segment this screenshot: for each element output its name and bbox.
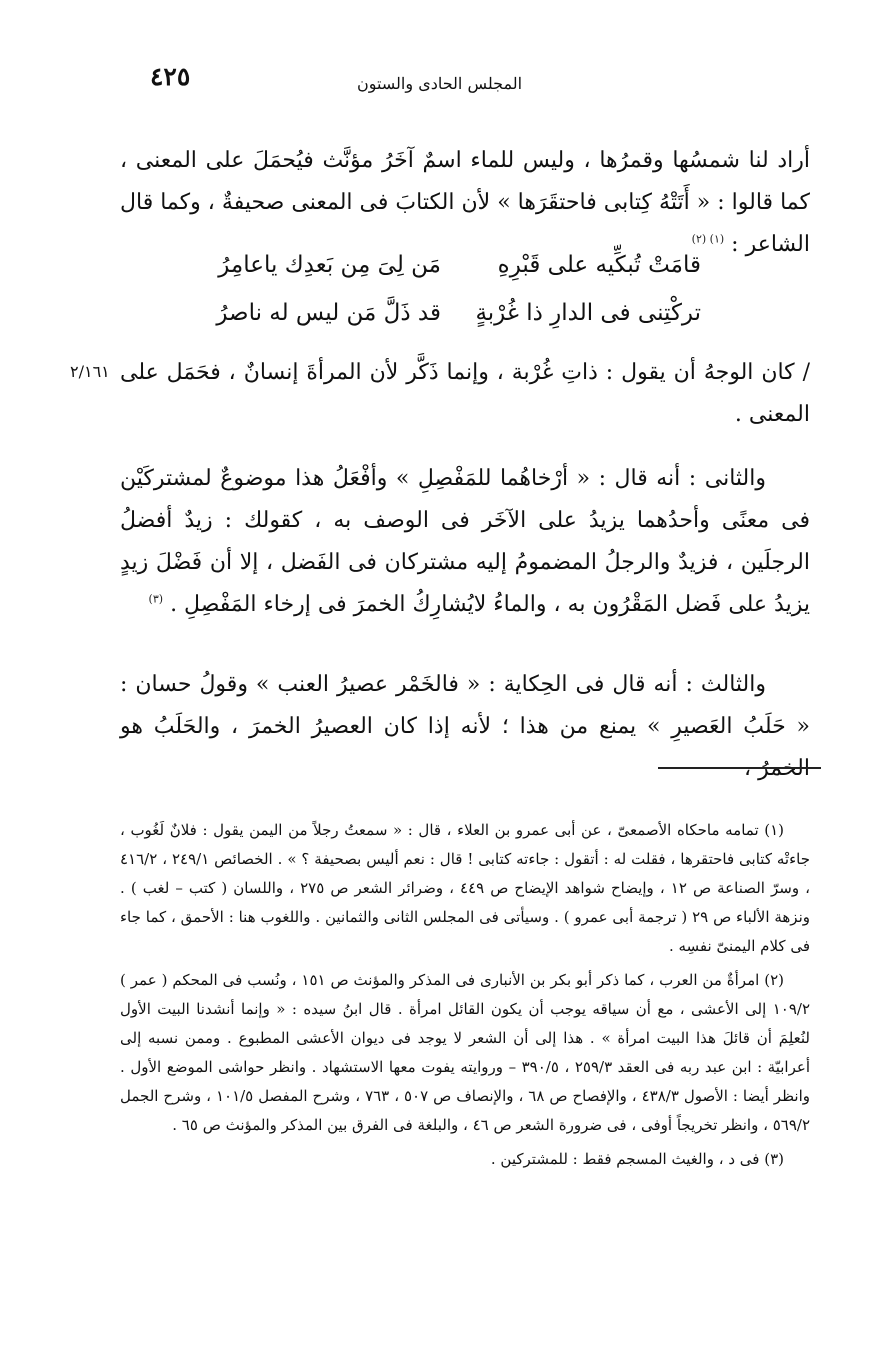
- footnote-separator: [658, 767, 821, 769]
- footnote-1: (١) تمامه ماحكاه الأصمعىّ ، عن أبى عمرو بن العلاء ، قال : « سمعتُ رجلاً من اليمن يقول : فلانٌ لَغُوب ، جاءتْه كتابى فاحتقرها ، فقلت له : أتقول : جاءته كتابى ! قال : نعم أليس بصحيفة ؟ » . الخصائص ٢٤٩/١ ، ٤١٦/٢ ، وسرّ الصناعة ص ١٢ ، وإيضاح شواهد الإيضاح ص ٤٤٩ ، وضرائر الشعر ص ٢٧٥ ، واللسان ( كتب – لغب ) . ونزهة الألباء ص ٢٩ ( ترجمة أبى عمرو ) . وسيأتى فى المجلس الثانى والثمانين . واللغوب هنا : الأحمق ، كما جاء فى كلام اليمنىّ نفسِه .: [120, 821, 811, 955]
- poem-verse-1-first-half: قامَتْ تُبكِّيه على قَبْرِهِ: [497, 252, 701, 278]
- paragraph-3-text: والثانى : أنه قال : « أرْخاهُما للمَفْصِلِ » وأفْعَلُ هذا موضوعٌ لمشتركَيْن فى معنًى وأحدُهما يزيدُ على الآخَر فى الوصف به ، كقولك : زيدٌ أفضلُ الرجلَين ، فزيدٌ والرجلُ المضمومُ إليه مشتركان فى الفَضل ، إلا أن فَضْلَ زيدٍ يزيدُ على فَضل المَقْرُون به ، والماءُ لايُشارِكُ الخمرَ فى إرخاء المَفْصِلِ .: [120, 466, 810, 617]
- paragraph-1-text: أراد لنا شمسُها وقمرُها ، وليس للماء اسمٌ آخَرُ مؤنَّث فيُحمَلَ على المعنى ، كما قالوا : « أَتَتْهُ كِتابى فاحتقَرَها » لأن الكتابَ فى المعنى صحيفةٌ ، وكما قال الشاعر :: [120, 148, 810, 257]
- footnote-2: (٢) امرأةٌ من العرب ، كما ذكر أبو بكر بن الأنبارى فى المذكر والمؤنث ص ١٥١ ، ونُسب فى المحكم ( عمر ) ١٠٩/٢ إلى الأعشى ، مع أن سياقه يوجب أن يكون القائل امرأة . قال ابنُ سيده : « وإنما أنشدنا البيت الأول لنُعلِمَ أن قائلَ هذا البيت امرأة » . هذا إلى أن الشعر لا يوجد فى ديوان الأعشى المطبوع . وممن نسبه إلى أعرابيّة : ابن عبد ربه فى العقد ٢٥٩/٣ ، ٣٩٠/٥ – وروايته يفوت معها الاستشهاد . وانظر حواشى الموضع الأول . وانظر أيضا : الأصول ٤٣٨/٣ ، والإفصاح ص ٦٨ ، والإنصاف ص ٥٠٧ ، ٧٦٣ ، وشرح المفصل ١٠١/٥ ، وشرح الجمل ٥٦٩/٢ ، وانظر تخريجاً أوفى ، فى ضرورة الشعر ص ٤٦ ، والبلغة فى الفرق بين المذكر والمؤنث ص ٦٥ .: [120, 971, 810, 1134]
- footnote-markers-1-2: (١) (٢): [691, 232, 725, 246]
- poem-verse-2-second-half: قد ذَلَّ مَن ليس له ناصرُ: [216, 300, 441, 326]
- poem-verse-2-first-half: تركْتِنى فى الدارِ ذا غُرْبةٍ: [475, 300, 701, 326]
- paragraph-1: [120, 140, 810, 266]
- poem-verse-1-second-half: مَن لِىَ مِن بَعدِك ياعامِرُ: [218, 252, 441, 278]
- running-title: المجلس الحادى والستون: [356, 74, 523, 93]
- footnote-3: (٣) فى د ، والغيث المسجم فقط : للمشتركين .: [490, 1150, 784, 1168]
- margin-page-reference: ٢/١٦١: [70, 362, 110, 381]
- page-number: ٤٢٥: [150, 62, 191, 91]
- paragraph-2: / كان الوجهُ أن يقول : ذاتِ غُرْبة ، وإنما ذَكَّر لأن المرأةَ إنسانٌ ، فحَمَل على المعنى .: [120, 360, 810, 427]
- paragraph-3: [120, 458, 810, 626]
- footnotes: [120, 816, 810, 1179]
- paragraph-4: والثالث : أنه قال فى الحِكاية : « فالخَمْر عصيرُ العنب » وقولُ حسان : « حَلَبُ العَصيرِ » يمنع من هذا ؛ لأنه إذا كان العصيرُ الخمرَ ، والحَلَبُ هو الخمرُ ،: [120, 672, 810, 781]
- footnote-marker-3: (٣): [148, 592, 164, 606]
